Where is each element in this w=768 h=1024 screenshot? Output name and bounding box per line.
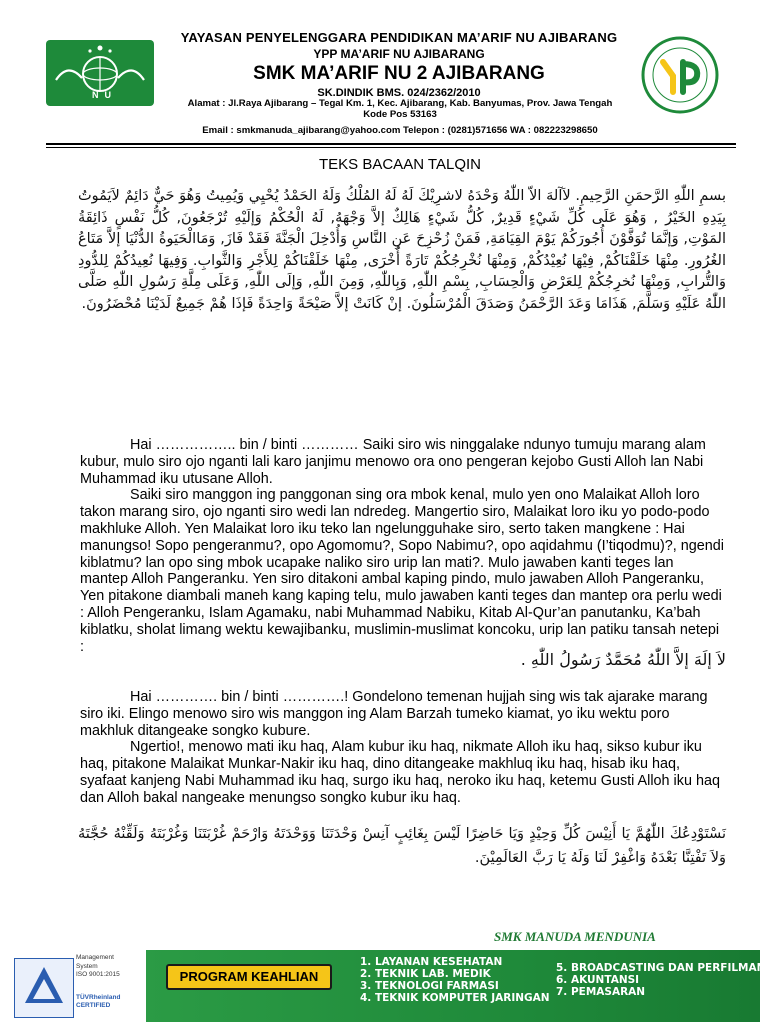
program-item: 2. TEKNIK LAB. MEDIK	[360, 968, 491, 980]
nu-logo-text: NU	[92, 90, 117, 100]
school-address	[160, 99, 640, 121]
certification-text: Management System ISO 9001:2015 TÜVRheinland CERTIFIED	[76, 954, 121, 1009]
foundation-name: YAYASAN PENYELENGGARA PENDIDIKAN MA’ARIF NU AJIBARANG	[180, 30, 618, 45]
talqin-body	[80, 437, 725, 655]
ypp-logo	[641, 36, 719, 114]
program-item: 3. TEKNOLOGI FARMASI	[360, 980, 499, 992]
foundation-short-name: YPP MA’ARIF NU AJIBARANG	[313, 47, 485, 61]
program-item: 7. PEMASARAN	[556, 986, 646, 998]
arabic-opening-text: بسمِ اللّٰهِ الرَّحمَنِ الرَّحِيمِ. لاَآلهَ الاّ اللّٰهُ وَحْدَهُ لاشرِيْكَ لَهُ لَهُ المُلْكُ وَلَهُ الحَمْدُ يُحْيِي وَيُمِيتُ وَهُوَ حَيٌّ دَائِمٌ لاَيَمُوتُ بِيَدِهِ الخَيْرُ , وَهُوَ عَلَى كُلِّ شَيْءٍ قَدِيرٌ, كُلُّ شَيْءٍ هَالِكٌ إلاَّ وَجْهَهُ, لَهُ الْحُكْمُ وَإلَيْهِ تُرْجَعُونَ, كُلُّ نَفْسٍ ذَائِقَةُ المَوْتِ, وَإنَّمَا تُوَفَّوْنَ أُجُورَكُمْ يَوْمَ القِيَامَةِ, فَمَنْ زُحْزِحَ عَنِ النَّاسِ وَأُدْخِلَ الْجَنَّةَ فَقَدْ فَازَ, وَمَاالْحَيَوةُ الدُّنْيَا إلاَّ مَتَاعُ الغُرُورِ. مِنْهَا خَلَقْنَاكُمْ, فِيْهَا نُعِيْدُكُمْ, وَمِنْهَا نُخْرِجُكُمْ تَارَةً أُخْرَى, مِنْهَا خَلَقْنَاكُمْ لِلأَجْرِ وَالثَّوابِ. وَفِيهَا نُعِيدُكُمْ لِلدُّودِ وَالتُّرابِ, وَمِنْهَا نُخرِجُكُمْ لِلعَرْضِ وَالْحِسَابِ, بِسْمِ اللّٰهِ, وَبِاللّٰهِ, وَمِنَ اللّٰهِ, وَإلَى اللّٰهِ, وَعَلَى مِلَّةِ رَسُولِ اللّٰهِ صَلَّى اللّٰهُ عَلَيْهِ وَسَلَّمَ, هَذَامَا وَعَدَ الرَّحْمَنُ وَصَدَقَ الْمُرْسَلُونَ. إنْ كَانَتْ إلاَّ صَيْحَةً وَاحِدَةً فَإذَا هُمْ جَمِيعٌ لَدَيْنَا مُحْضَرُونَ.	[78, 188, 726, 312]
program-label: PROGRAM KEAHLIAN	[166, 964, 332, 990]
school-tagline: SMK MANUDA MENDUNIA	[494, 929, 656, 944]
program-item: 5. BROADCASTING DAN PERFILMAN	[556, 962, 766, 974]
talqin-body-2	[80, 689, 725, 807]
contact-line: Email : smkmanuda_ajibarang@yahoo.com Telepon : (0281)571656 WA : 082223298650	[202, 125, 598, 136]
decree-number: SK.DINDIK BMS. 024/2362/2010	[317, 87, 481, 99]
paragraph-intro: Hai …………….. bin / binti ………… Saiki siro wis ninggalake ndunyo tumuju marang alam kubur, mulo siro ojo nganti lali karo janjimu menowo ora ono pengeran kejobo Gusti Alloh lan Nabi Muhammad iku utusane Alloh.	[80, 437, 706, 487]
paragraph-questions: Saiki siro manggon ing panggonan sing ora mbok kenal, mulo yen ono Malaikat Alloh loro takon marang siro, ojo nganti siro wedi lan ndredeg. Mangertio siro, Malaikat loro iku yo podo-podo makhluke Alloh. Yen Malaikat loro iku teko lan ngelungguhake siro, serto taken mangkene : Hai manungso! Sopo pengeranmu?, opo Agomomu?, Sopo Nabimu?, opo aqidahmu (I’tiqodmu)?, ngendi kiblatmu? lan opo sing mbok ucapake naliko siro urip lan mati?. Mulo jawaben kanti teges lan mantep Alloh Pangeranku. Yen siro ditakoni ambal kaping pindo, mulo jawaben Alloh Pangeranku, Yen pitakone diambali maneh kang kaping telu, mulo jawaben kanti teges dan mantep ora perlu wedi : Alloh Pengeranku, Islam Agamaku, nabi Muhammad Nabiku, Kitab Al-Qur’an panutanku, Ka’bah kiblatku, sholat limang wektu kewajibanku, muslimin-muslimat koncoku, urip lan patiku tansah netepi :	[80, 487, 725, 655]
arabic-closing-prayer: نَسْتَوْدِعُكَ اللّٰهُمَّ يَا أَنِيْسَ كُلِّ وَحِيْدٍ وَيَا حَاضِرًا لَيْسَ بِغَائِبٍ آنِسْ وَحْدَتَنَا وَوَحْدَتَهُ وَارْحَمْ غُرْبَتَنَا وَغُرْبَتَهُ وَلَقِّنْهُ حُجَّتَهُ وَلاَ تَفْتِنَّا بَعْدَهُ وَاغْفِرْ لَنَا وَلَهُ يَا رَبَّ العَالَمِيْنَ.	[78, 826, 726, 866]
program-item: 1. LAYANAN KESEHATAN	[360, 956, 503, 968]
tuv-logo	[14, 958, 74, 1018]
paragraph-reminder: Hai …………. bin / binti ………….! Gondelono temenan hujjah sing wis tak ajarake marang siro iki. Elingo menowo siro wis manggon ing Alam Barzah tumeko kiamat, yo iku wektu poro makhluk ditangeake songko kubure.	[80, 689, 708, 739]
nu-logo	[46, 40, 154, 106]
header-rule-thin	[46, 147, 736, 148]
paragraph-haq: Ngertio!, menowo mati iku haq, Alam kubur iku haq, nikmate Alloh iku haq, sikso kubur iku haq, pitakone Malaikat Munkar-Nakir iku haq, dino ditangeake makhluq iku haq, hisab iku haq, syafaat kanjeng Nabi Muhammad iku haq, surgo iku haq, neroko iku haq, ketemu Gusti Alloh iku haq dan Alloh bakal nangeake menungso songko kubur iku haq.	[80, 739, 720, 806]
program-list-left	[360, 956, 550, 1004]
letterhead	[0, 0, 768, 150]
document-title: TEKS BACAAN TALQIN	[319, 156, 481, 173]
header-rule-thick	[46, 143, 736, 145]
school-name: SMK MA’ARIF NU 2 AJIBARANG	[253, 63, 545, 84]
postal-code: Kode Pos 53163	[363, 108, 437, 120]
letterhead-title-block	[160, 30, 638, 99]
program-list-right	[556, 962, 765, 998]
program-item: 4. TEKNIK KOMPUTER JARINGAN	[360, 992, 550, 1004]
certification-badge	[6, 950, 146, 1022]
address-line: Alamat : Jl.Raya Ajibarang – Tegal Km. 1, Kec. Ajibarang, Kab. Banyumas, Prov. Jawa Tengah	[187, 98, 613, 109]
program-item: 6. AKUNTANSI	[556, 974, 640, 986]
arabic-shahada	[78, 650, 726, 669]
shahada-text: لاَ إلَهَ إلاَّ اللّٰهُ مُحَمَّدٌ رَسُولُ اللّٰهِ .	[520, 650, 726, 669]
